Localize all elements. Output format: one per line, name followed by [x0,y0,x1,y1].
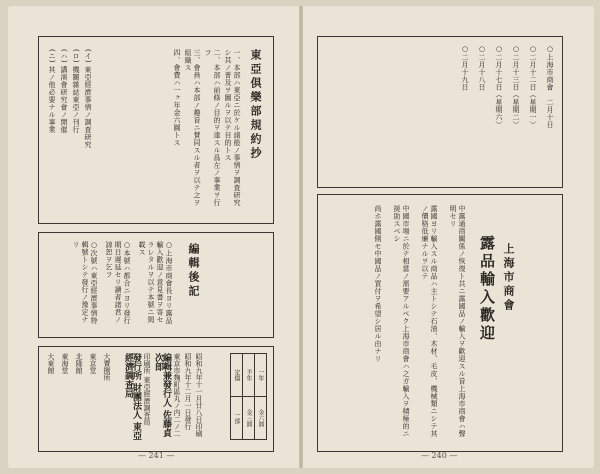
price-header: 半年 [243,354,255,397]
imprint-line: 昭和九年十一月廿八日印刷 [195,353,203,437]
club-rules-items [47,49,92,209]
imprint-editor: 編輯兼發行人 佐藤貞次郎 [153,353,171,438]
distributor-columns [47,353,111,445]
news-item: ○二月十七日（星期六） [495,45,503,129]
news-item: ○二月十三日（星期二） [512,45,520,129]
distributor-name: 東海堂 [61,353,69,374]
postscript-body [71,241,173,329]
book-spread [8,6,594,468]
news-item: ○二月十八日 [478,45,486,91]
postscript-title: 編輯後記 [187,243,200,299]
article-paragraph: 中國市場ニ於テ相當ノ需要アルベク上海市商會ハ之ガ輸入ヲ積極的ニ援助スベシ [393,205,410,438]
imprint-line: 昭和九年十二月一日發行 [184,353,192,430]
distributor-name: 大東館 [47,353,55,374]
article-title: 上海市商會 [502,243,515,313]
rule-paragraph: 二、本部ハ前條ノ目的ヲ達スル爲左ノ事業ヲ行フ [204,49,221,207]
rule-item: (ハ) 講演會研究會ノ開催 [60,49,68,134]
club-rules-paragraphs [172,49,241,209]
rule-item: (ロ) 機關雜誌東亞ノ刊行 [72,49,80,134]
news-box [317,36,563,188]
news-item: ○二月十二日（星期一） [529,45,537,129]
news-item: ○上海市商會 二月十日 [546,45,554,129]
rule-paragraph: 三、會員ハ本部ノ趣旨ニ賛同スル者ヲ以テ之ヲ組織ス [184,49,201,207]
right-page [303,6,594,468]
page-number-right: — 240 — [421,451,458,460]
postscript-line: ○次號ハ東亞經濟事情特輯號トシテ發行ノ豫定ナリ [72,241,98,325]
news-item: ○二月十九日 [461,45,469,91]
page-number-left: — 241 — [138,451,175,460]
imprint-line: 東京市麹町區丸ノ内二ノ二 [173,353,181,437]
article-body [373,205,466,441]
article-box [317,194,563,452]
price-cell: 金六圓 [255,397,267,440]
imprint-publisher: 發行所 財團法人 東亞經濟調査局 [123,353,141,441]
article-paragraph: 中露通商關係ノ恢復ト共ニ露國品ノ輸入ヲ歡迎スル旨上海市商會ハ聲明セリ [449,205,466,438]
price-cell: 金三圓 [243,397,255,440]
imprint-columns [124,353,203,445]
news-columns [460,45,554,179]
price-header: 定價 [231,354,243,397]
price-header: 一年 [255,354,267,397]
imprint-line: 印刷所 東亞經濟調査局 [143,353,151,426]
article-paragraph: 尚ホ露國側モ中國品ノ買付ヲ希望シ居ル由ナリ [374,205,382,363]
article-subtitle: 露品輸入歡迎 [478,235,496,343]
article-paragraph: 露國ヨリ輸入スル商品ハ主トシテ石油、木材、毛皮、機械類ニシテ其ノ價格低廉ナルヲ以テ [421,205,438,438]
club-rules-title: 東亞倶樂部規約抄 [249,49,262,161]
rule-item: (イ) 東亞經濟事情ノ調査研究 [84,49,92,149]
rule-paragraph: 一、本部ハ東亞ニ於ケル諸般ノ事情ヲ調査研究シ其ノ普及ヲ圖ルヲ以テ目的トス [224,49,241,207]
rule-item: (ニ) 其ノ他必要ナル事業 [48,49,56,134]
imprint-box [38,346,274,452]
postscript-box [38,232,274,338]
price-table [230,353,267,440]
distributor-name: 北隆館 [75,353,83,374]
left-page [8,6,299,468]
postscript-line: ○上海市商會長ヨリ露品輸入歡迎ノ意見書ヲ寄セラレタルヲ以テ本號ニ掲載ス [138,241,173,325]
postscript-line: ○本號ハ都合ニヨリ發行期日遲延セリ讀者諸君ノ諒恕ヲ乞フ [105,241,131,325]
rule-paragraph: 四、會費ハ一ヶ年金六圓トス [173,49,181,147]
price-cell: 一部 [231,397,243,440]
distributor-name: 東京堂 [89,353,97,374]
distributor-label: 大賣捌所 [103,353,111,381]
club-rules-box [38,36,274,224]
